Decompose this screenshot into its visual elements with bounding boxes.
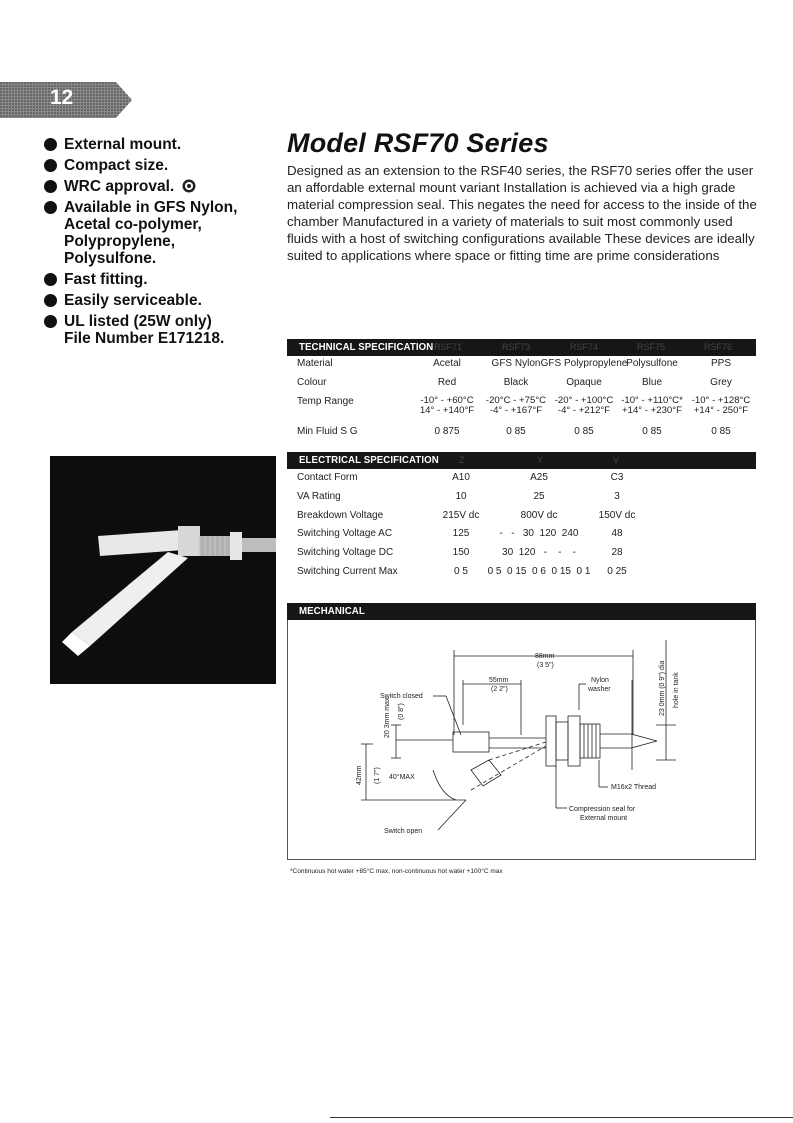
tech-cell: Black: [503, 377, 529, 388]
tech-row-label: Colour: [297, 377, 327, 388]
product-photo: [50, 456, 276, 684]
elec-cell: C3: [610, 472, 624, 483]
electrical-spec-title: ELECTRICAL SPECIFICATION: [299, 454, 439, 466]
label-thread: M16x2 Thread: [611, 784, 657, 791]
tech-cell: -10° - +128°C +14° - 250°F: [691, 395, 751, 416]
label-washer: washer: [588, 686, 611, 693]
dim-20mm-inch: (0 8"): [398, 703, 405, 720]
elec-cell: 0 5 0 15 0 6 0 15 0 1: [487, 566, 591, 577]
dim-55mm-inch: (2 2"): [491, 686, 508, 693]
electrical-col-y: Y: [537, 455, 544, 465]
tech-cell: 0 85: [711, 426, 731, 437]
label-nylon: Nylon: [591, 677, 609, 684]
feature-item: [44, 271, 274, 288]
electrical-col-v: V: [613, 455, 620, 465]
elec-cell: 3: [614, 491, 620, 502]
tech-cell: Blue: [641, 377, 663, 388]
feature-item: [44, 199, 274, 267]
footnote: *Continuous hot water +85°C max, non-continuous hot water +100°C max: [290, 868, 503, 875]
wrc-icon: [182, 179, 196, 193]
elec-row-label: Switching Voltage AC: [297, 528, 393, 539]
tech-cell: Red: [437, 377, 457, 388]
page-title: Model RSF70 Series: [287, 128, 549, 158]
technical-spec-header: [287, 339, 756, 356]
dim-88mm-inch: (3 5"): [537, 662, 554, 669]
dim-42mm-inch: (1 7"): [374, 767, 381, 784]
dim-20mm: 20 3mm max: [384, 697, 391, 738]
elec-row-label: Switching Voltage DC: [297, 547, 394, 558]
intro-paragraph: Designed as an extension to the RSF40 series, the RSF70 series offer the user an affordable external mount variant Installation is achieved via a high grade material compression seal. This negates the need for access to the inside of the chamber Manufactured in a variety of materials to suit most commonly used fluids with a host of switching configurations available These devices are ideally suited to applications where space or fitting time are prime considerations: [287, 163, 757, 263]
tech-cell: GFS Nylon: [491, 358, 541, 369]
feature-item: [44, 313, 274, 347]
bullet-icon: [44, 138, 57, 151]
tech-cell: -20° - +100°C -4° - +212°F: [554, 395, 614, 416]
label-switch-closed: Switch closed: [380, 693, 423, 700]
dim-42mm: 42mm: [356, 765, 363, 785]
model-col-rsf73: RSF73: [502, 342, 531, 352]
bullet-icon: [44, 315, 57, 328]
feature-item: [44, 292, 274, 309]
elec-cell: 48: [611, 528, 623, 539]
tech-cell: -10° - +110°C* +14° - +230°F: [621, 395, 683, 416]
model-col-rsf74: RSF74: [570, 342, 599, 352]
feature-text: WRC approval.: [64, 178, 175, 195]
elec-cell: A25: [530, 472, 548, 483]
hole-dim-2: hole in tank: [673, 672, 680, 708]
elec-cell: 150V dc: [598, 510, 636, 521]
mechanical-drawing: [288, 620, 757, 860]
tech-cell: Grey: [710, 377, 732, 388]
technical-spec-title: TECHNICAL SPECIFICATION: [299, 341, 434, 353]
elec-cell: 215V dc: [442, 510, 480, 521]
electrical-spec-header: [287, 452, 756, 469]
elec-cell: 125: [452, 528, 470, 539]
elec-row-label: VA Rating: [297, 491, 341, 502]
elec-cell: - - 30 120 240: [499, 528, 579, 539]
feature-text: Easily serviceable.: [64, 292, 202, 309]
model-col-rsf71: RSF71: [434, 342, 463, 352]
mechanical-drawing-frame: [287, 620, 756, 860]
elec-cell: 800V dc: [520, 510, 558, 521]
feature-list: [44, 136, 274, 351]
tech-row-label: Min Fluid S G: [297, 426, 358, 437]
tech-row-label: Material: [297, 358, 333, 369]
model-col-rsf75: RSF75: [637, 342, 666, 352]
tech-cell: 0 875: [434, 426, 460, 437]
tech-cell: Opaque: [566, 377, 602, 388]
label-seal-1: Compression seal for: [569, 806, 636, 813]
tech-cell: -20°C - +75°C -4° - +167°F: [485, 395, 547, 416]
feature-text: External mount.: [64, 136, 182, 153]
elec-row-label: Switching Current Max: [297, 566, 398, 577]
dim-88mm: 88mm: [535, 653, 555, 660]
feature-text: Compact size.: [64, 157, 169, 174]
tech-cell: Polysulfone: [626, 358, 678, 369]
electrical-col-z: Z: [459, 455, 465, 465]
bottom-rule: [330, 1117, 793, 1118]
page-number: 12: [50, 86, 74, 109]
tech-cell: 0 85: [574, 426, 594, 437]
elec-cell: 0 5: [454, 566, 468, 577]
elec-row-label: Breakdown Voltage: [297, 510, 384, 521]
label-switch-open: Switch open: [384, 828, 423, 835]
elec-cell: 28: [611, 547, 623, 558]
bullet-icon: [44, 159, 57, 172]
feature-item: [44, 157, 274, 174]
feature-item: [44, 178, 274, 195]
tech-cell: PPS: [710, 358, 732, 369]
tech-cell: -10° - +60°C 14° - +140°F: [419, 395, 475, 416]
elec-cell: 150: [452, 547, 470, 558]
bullet-icon: [44, 294, 57, 307]
bullet-icon: [44, 201, 57, 214]
model-col-rsf76: RSF76: [704, 342, 733, 352]
feature-text: UL listed (25W only) File Number E171218.: [64, 313, 225, 347]
mechanical-title: MECHANICAL: [299, 605, 365, 617]
tech-cell: 0 85: [642, 426, 662, 437]
bullet-icon: [44, 273, 57, 286]
hole-dim-1: 23 0mm (0 9") dia: [659, 660, 666, 716]
bullet-icon: [44, 180, 57, 193]
elec-cell: 30 120 - - -: [502, 547, 576, 558]
elec-cell: A10: [452, 472, 470, 483]
tech-cell: GFS Polypropylene: [540, 358, 628, 369]
mechanical-header: [287, 603, 756, 620]
elec-cell: 25: [533, 491, 545, 502]
tech-cell: 0 85: [506, 426, 526, 437]
label-angle: 40°MAX: [389, 774, 415, 781]
label-seal-2: External mount: [580, 815, 628, 822]
dim-55mm: 55mm: [489, 677, 509, 684]
feature-item: [44, 136, 274, 153]
feature-text: Available in GFS Nylon, Acetal co-polymer, Polypropylene, Polysulfone.: [64, 199, 238, 267]
elec-row-label: Contact Form: [297, 472, 358, 483]
elec-cell: 10: [455, 491, 467, 502]
feature-text: Fast fitting.: [64, 271, 148, 288]
tech-cell: Acetal: [433, 358, 461, 369]
tech-row-label: Temp Range: [297, 396, 354, 407]
elec-cell: 0 25: [607, 566, 627, 577]
